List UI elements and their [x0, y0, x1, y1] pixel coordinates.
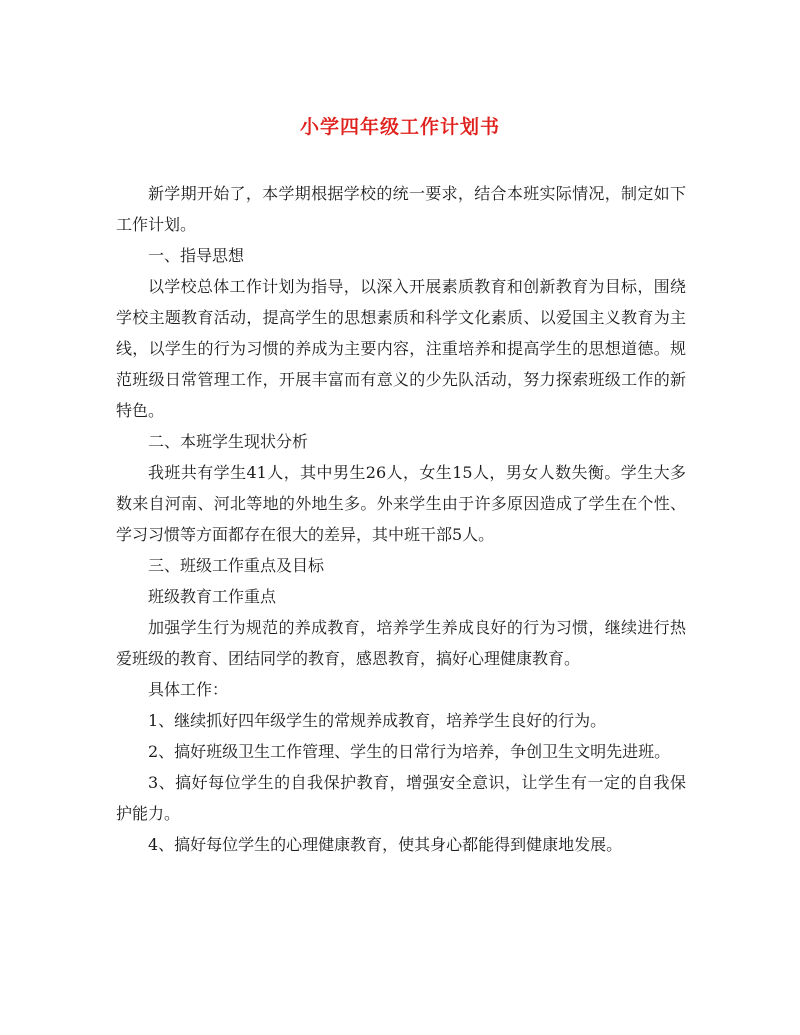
work-item-3: 3、搞好每位学生的自我保护教育，增强安全意识，让学生有一定的自我保护能力。 — [116, 773, 686, 823]
section-heading-work-focus: 三、班级工作重点及目标 — [148, 556, 325, 575]
work-item-1: 1、继续抓好四年级学生的常规养成教育，培养学生良好的行为。 — [148, 711, 607, 730]
section-heading-student-analysis: 二、本班学生现状分析 — [148, 432, 309, 451]
section-heading-guiding-ideology: 一、指导思想 — [148, 246, 245, 265]
education-focus-paragraph: 加强学生行为规范的养成教育，培养学生养成良好的行为习惯，继续进行热爱班级的教育、团结同学的教育，感恩教育，搞好心理健康教育。 — [116, 618, 686, 668]
guiding-ideology-paragraph: 以学校总体工作计划为指导，以深入开展素质教育和创新教育为目标，围绕学校主题教育活动，提高学生的思想素质和科学文化素质、以爱国主义教育为主线，以学生的行为习惯的养成为主要内容，注重培养和提高学生的思想道德。规范班级日常管理工作，开展丰富而有意义的少先队活动，努力探索班级工作的新特色。 — [116, 277, 686, 420]
work-item-4: 4、搞好每位学生的心理健康教育，使其身心都能得到健康地发展。 — [148, 835, 623, 854]
document-title: 小学四年级工作计划书 — [299, 116, 500, 138]
subheading-specific-work: 具体工作： — [148, 680, 229, 699]
subheading-education-focus: 班级教育工作重点 — [148, 587, 277, 606]
work-item-2: 2、搞好班级卫生工作管理、学生的日常行为培养，争创卫生文明先进班。 — [148, 742, 671, 761]
document-body — [116, 178, 686, 860]
intro-paragraph: 新学期开始了，本学期根据学校的统一要求，结合本班实际情况，制定如下工作计划。 — [116, 184, 686, 234]
student-analysis-paragraph: 我班共有学生41人，其中男生26人，女生15人，男女人数失衡。学生大多数来自河南、河北等地的外地生多。外来学生由于许多原因造成了学生在个性、学习习惯等方面都存在很大的差异，其中班干部5人。 — [116, 463, 686, 544]
